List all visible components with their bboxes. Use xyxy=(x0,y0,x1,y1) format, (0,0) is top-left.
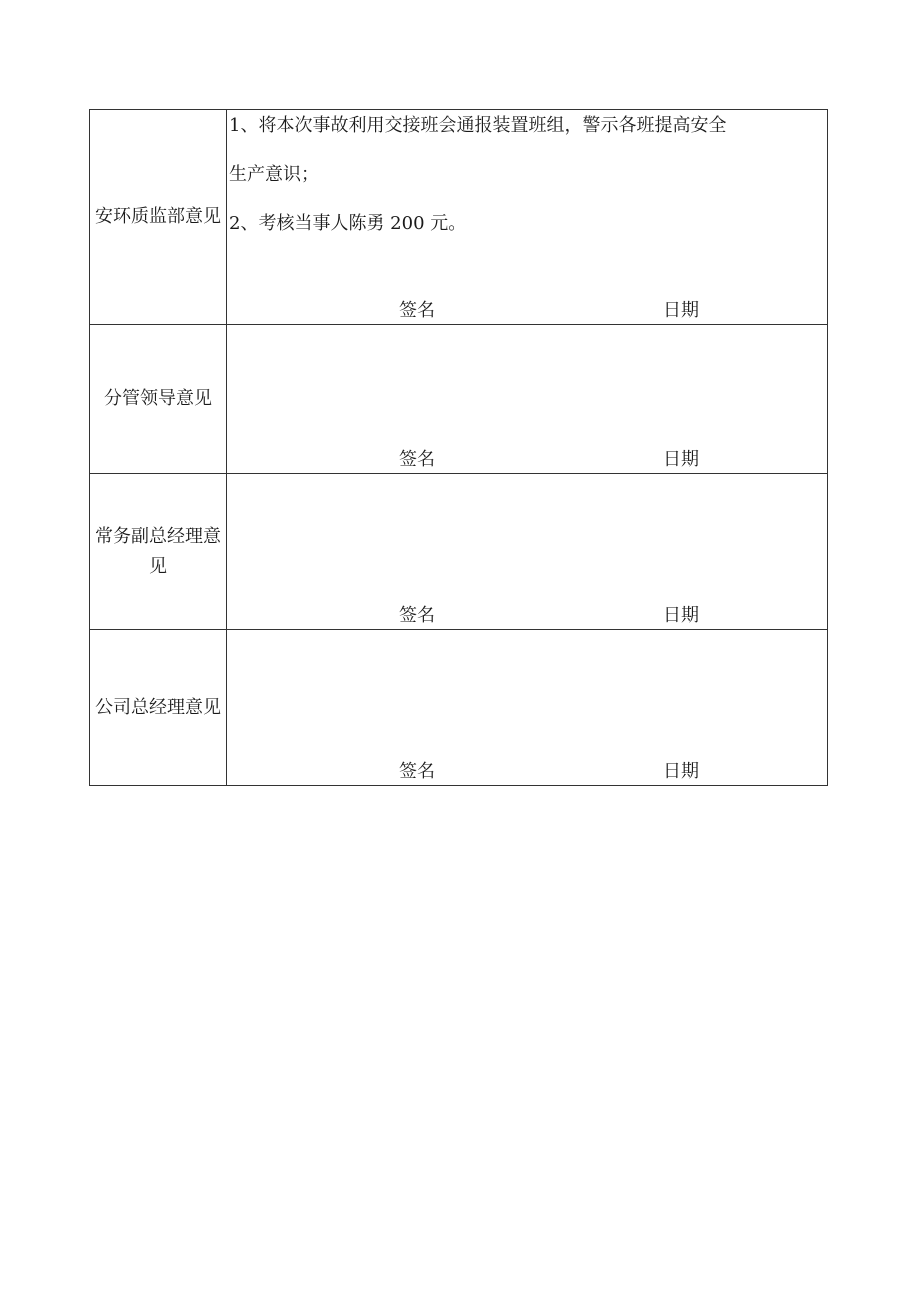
row-label: 分管领导意见 xyxy=(104,388,212,409)
row-label-cell xyxy=(90,630,227,786)
date-label: 日期 xyxy=(663,761,699,782)
signature-label: 签名 xyxy=(399,605,435,626)
approval-table xyxy=(89,109,828,786)
opinion-text xyxy=(229,112,797,259)
row-label: 常务副总经理意见 xyxy=(95,525,221,577)
row-label: 公司总经理意见 xyxy=(95,696,221,718)
row-label: 安环质监部意见 xyxy=(95,206,221,227)
row-label-cell xyxy=(90,325,227,474)
row-label-cell xyxy=(90,474,227,630)
signature-label: 签名 xyxy=(399,761,435,782)
opinion-cell[interactable] xyxy=(227,325,828,474)
table-row-safety-dept xyxy=(90,110,828,325)
opinion-cell[interactable] xyxy=(227,110,828,325)
signature-label: 签名 xyxy=(399,300,435,321)
signature-label: 签名 xyxy=(399,449,435,470)
row-label-cell xyxy=(90,110,227,325)
opinion-line: 2、考核当事人陈勇 200 元。 xyxy=(229,213,467,234)
date-label: 日期 xyxy=(663,449,699,470)
opinion-cell[interactable] xyxy=(227,474,828,630)
date-label: 日期 xyxy=(663,300,699,321)
opinion-cell[interactable] xyxy=(227,630,828,786)
opinion-line: 1、将本次事故利用交接班会通报装置班组，警示各班提高安全 xyxy=(229,115,727,136)
table-row-executive-vp xyxy=(90,474,828,630)
date-label: 日期 xyxy=(663,605,699,626)
opinion-line: 生产意识； xyxy=(229,164,319,185)
table-row-general-manager xyxy=(90,630,828,786)
table-row-supervisor xyxy=(90,325,828,474)
